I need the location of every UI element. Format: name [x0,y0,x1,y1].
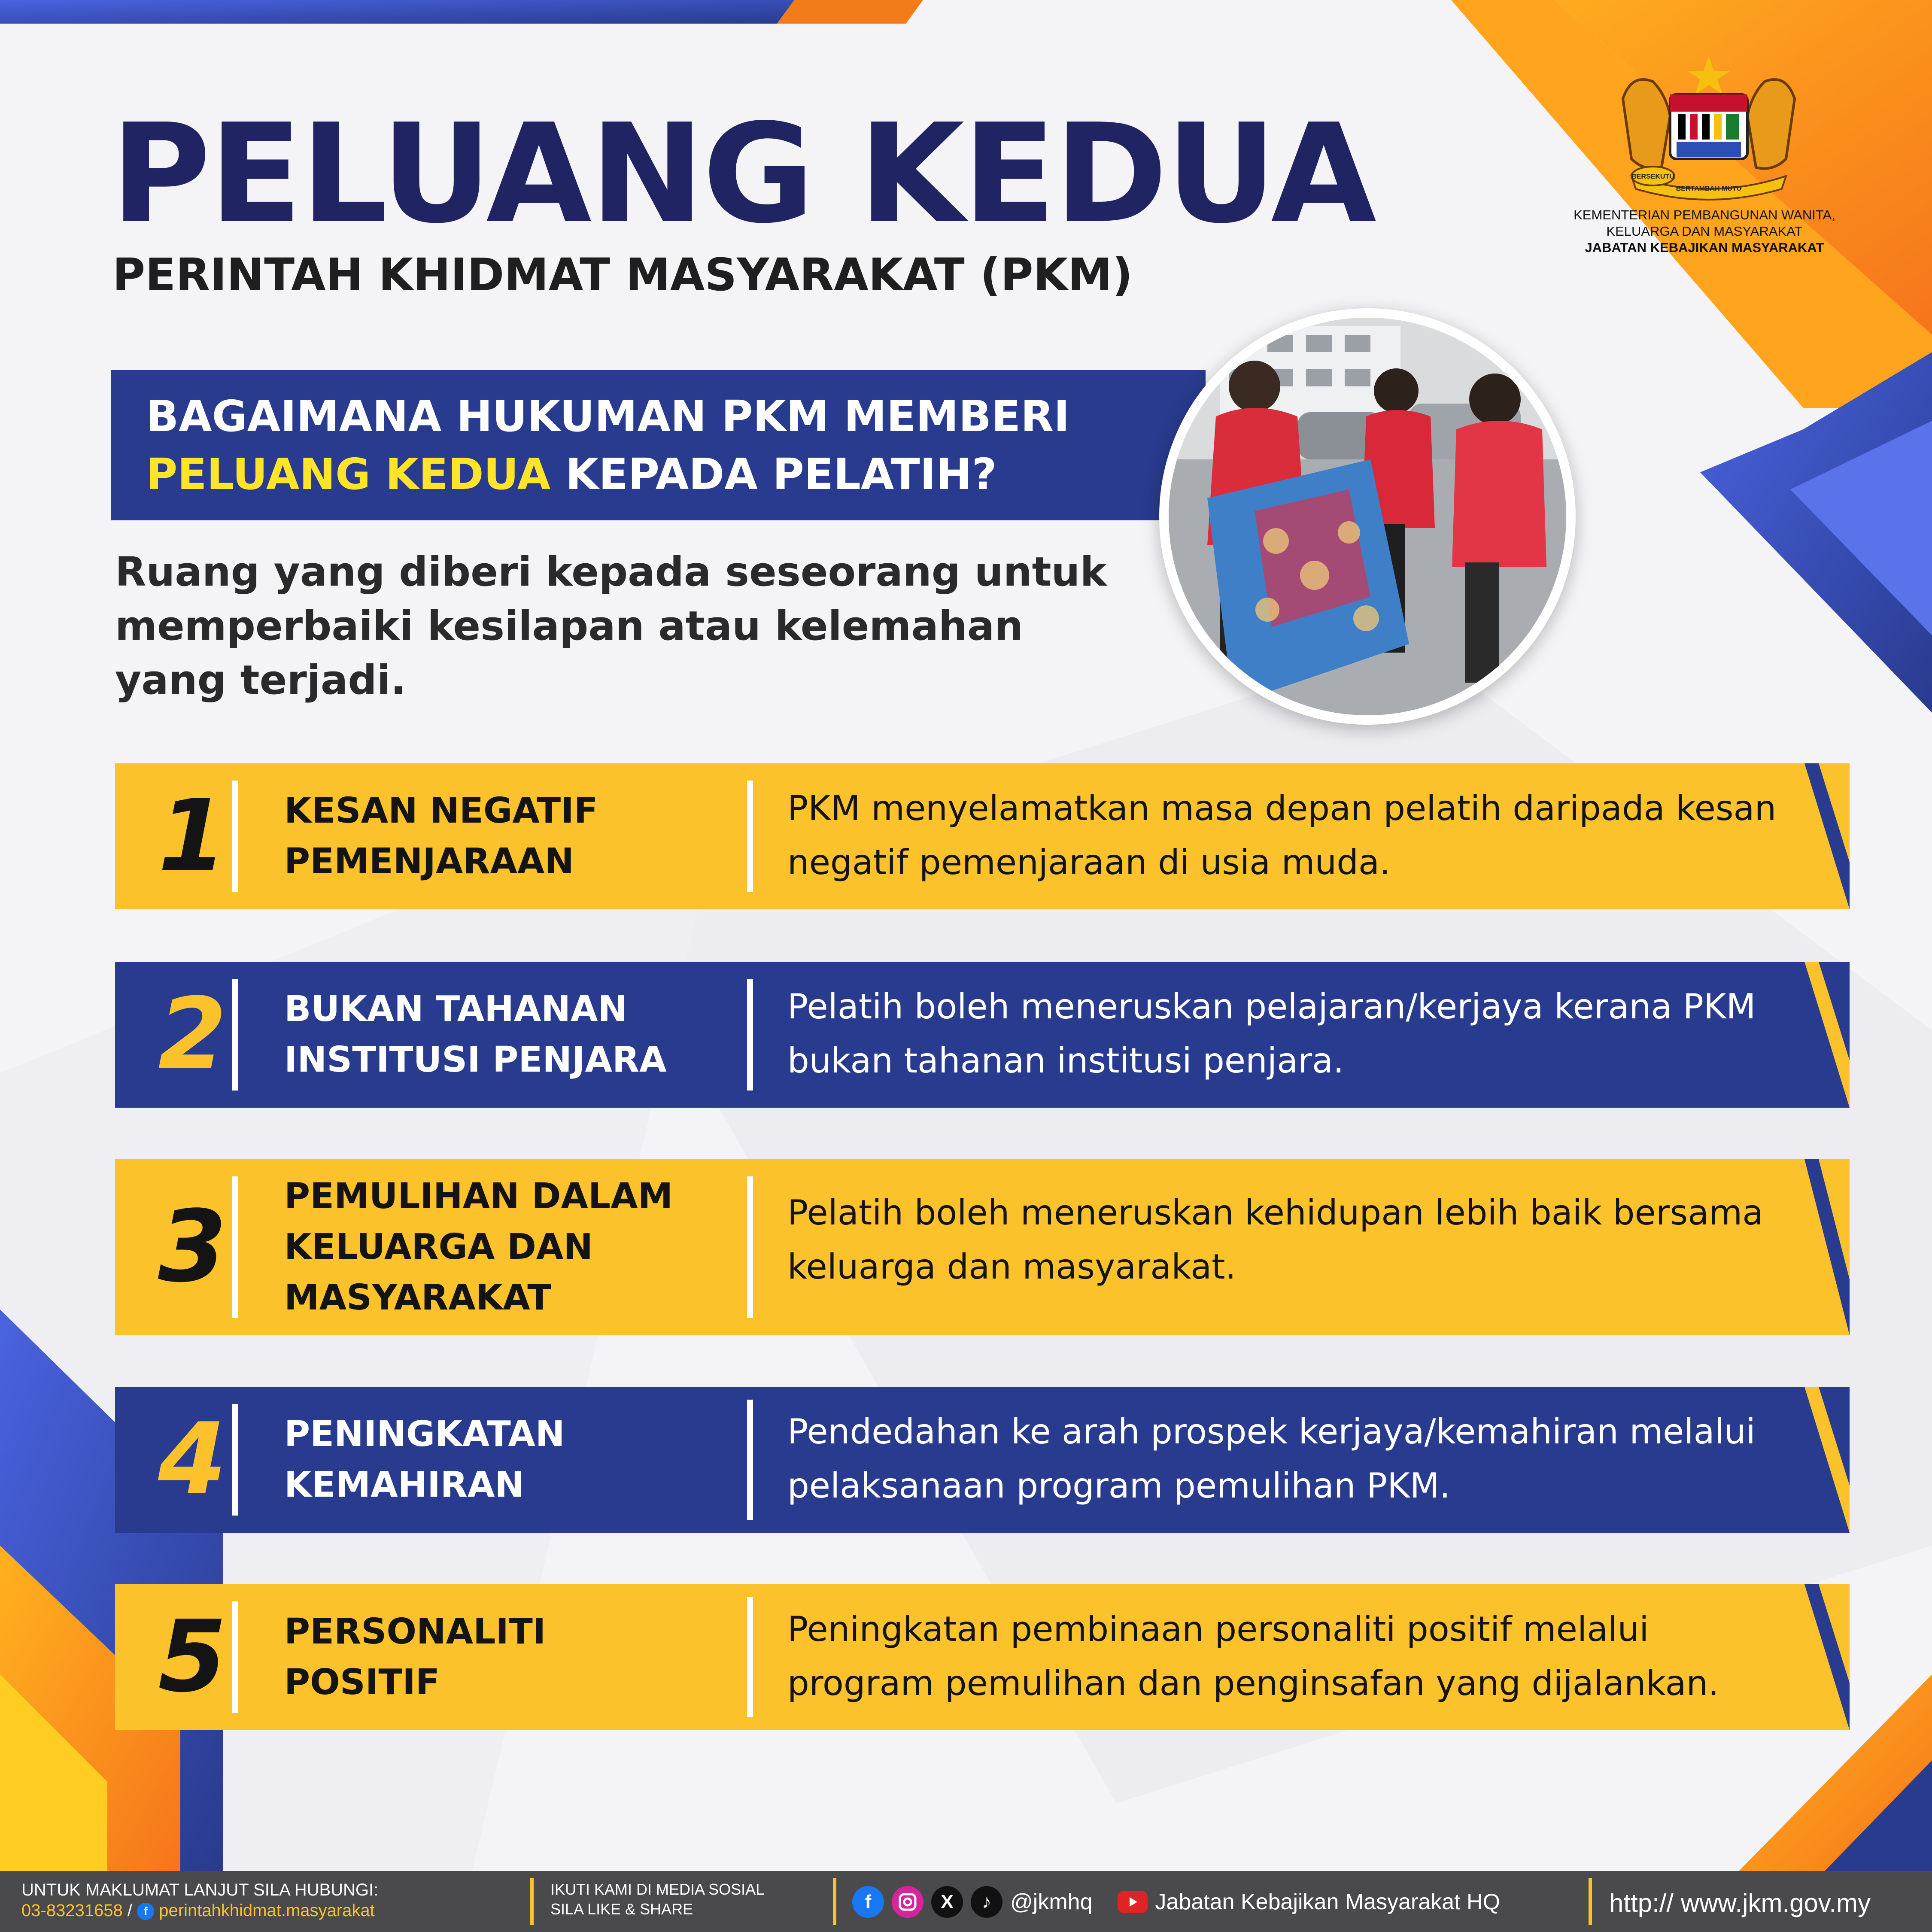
community-service-photo [1159,308,1576,725]
row-4-divider-2 [747,1400,753,1520]
row-1-heading-line-2: PEMENJARAAN [284,841,574,882]
row-2-divider-2 [747,979,753,1091]
row-4-description: Pendedahan ke arah prospek kerjaya/kemahiran melalui pelaksanaan program pemulihan PKM. [787,1412,1756,1506]
row-2-description: Pelatih boleh meneruskan pelajaran/kerjaya kerana PKM bukan tahanan institusi penjara. [787,987,1756,1081]
row-2-number: 2 [158,977,227,1092]
definition-text: Ruang yang diberi kepada seseorang untuk memperbaiki kesilapan atau kelemahan yang terjadi. [115,549,1107,704]
row-3-heading-line-2: KELUARGA DAN [284,1227,593,1267]
row-1-number: 1 [158,779,227,893]
row-2-heading [284,984,739,1085]
social-links [852,1885,1500,1919]
malaysia-crest-logo [1606,47,1812,202]
row-1-description: PKM menyelamatkan masa depan pelatih daripada kesan negatif pemenjaraan di usia muda. [787,788,1777,882]
social-label-1: IKUTI KAMI DI MEDIA SOSIAL [550,1880,765,1898]
benefit-row-5 [115,1584,1850,1730]
youtube-channel[interactable]: Jabatan Kebajikan Masyarakat HQ [1155,1889,1501,1914]
ministry-name [1546,207,1863,256]
row-4-number: 4 [158,1402,227,1517]
social-handle[interactable]: @jkmhq [1010,1889,1093,1914]
row-4-heading-line-1: PENINGKATAN [284,1414,565,1455]
ministry-line-1: KEMENTERIAN PEMBANGUNAN WANITA, [1574,207,1835,222]
svg-text:BERSEKUTU: BERSEKUTU [1631,173,1674,180]
footer-divider-3 [1589,1878,1592,1925]
svg-text:BERTAMBAH MUTU: BERTAMBAH MUTU [1676,185,1742,192]
row-5-divider-1 [232,1601,238,1713]
row-5-divider-2 [747,1597,753,1717]
x-icon[interactable]: X [931,1886,963,1918]
row-4-divider-1 [232,1404,238,1516]
row-1-heading [284,786,739,887]
row-1-heading-line-1: KESAN NEGATIF [284,790,598,831]
social-label-2: SILA LIKE & SHARE [550,1900,693,1918]
row-3-heading-line-1: PEMULIHAN DALAM [284,1176,673,1217]
footer-divider-1 [530,1878,534,1925]
row-4-heading-line-2: KEMAHIRAN [284,1464,524,1505]
instagram-icon[interactable] [892,1886,923,1918]
footer-divider-2 [833,1878,836,1925]
photo-illustration [1169,318,1566,715]
contact-info [21,1880,378,1921]
row-3-number: 3 [158,1190,227,1304]
page-subtitle: PERINTAH KHIDMAT MASYARAKAT (PKM) [112,249,1133,301]
facebook-icon[interactable]: f [852,1886,884,1918]
row-3-divider-2 [747,1176,753,1318]
facebook-page-link[interactable]: perintahkhidmat.masyarakat [159,1901,375,1920]
social-prompt [550,1880,764,1919]
row-3-divider-1 [232,1176,238,1318]
row-2-heading-line-2: INSTITUSI PENJARA [284,1039,667,1080]
question-line-2: KEPADA PELATIH? [550,449,997,499]
benefit-row-2 [115,962,1850,1108]
row-5-heading [284,1607,739,1708]
row-3-heading-line-3: MASYARAKAT [284,1277,552,1318]
contact-phone[interactable]: 03-83231658 [21,1901,123,1920]
contact-label: UNTUK MAKLUMAT LANJUT SILA HUBUNGI: [21,1880,379,1899]
website-link[interactable]: http:// www.jkm.gov.my [1609,1889,1871,1917]
row-5-heading-line-2: POSITIF [284,1662,440,1703]
row-1-divider-1 [232,781,238,892]
question-line-1: BAGAIMANA HUKUMAN PKM MEMBERI [146,391,1070,441]
question-heading [146,387,1070,503]
page-title: PELUANG KEDUA [111,94,1375,253]
row-5-description: Peningkatan pembinaan personaliti positif melalui program pemulihan dan penginsafan yang dijalankan. [787,1609,1719,1703]
row-2-divider-1 [232,979,238,1091]
question-highlight: PELUANG KEDUA [146,449,551,499]
row-3-description: Pelatih boleh meneruskan kehidupan lebih baik bersama keluarga dan masyarakat. [787,1193,1764,1287]
facebook-icon: f [137,1903,154,1920]
row-3-heading [284,1171,739,1323]
youtube-icon[interactable] [1118,1891,1148,1913]
tiktok-icon[interactable]: ♪ [971,1886,1002,1918]
benefit-row-4 [115,1387,1850,1533]
department-name: JABATAN KEBAJIKAN MASYARAKAT [1585,240,1824,255]
row-5-number: 5 [158,1600,227,1714]
row-2-heading-line-1: BUKAN TAHANAN [284,989,628,1030]
row-1-divider-2 [747,781,753,892]
contact-separator: / [122,1901,137,1920]
row-5-heading-line-1: PERSONALITI [284,1611,546,1652]
ministry-line-2: KELUARGA DAN MASYARAKAT [1606,224,1803,239]
benefit-row-3 [115,1159,1850,1335]
benefit-row-1 [115,763,1850,909]
row-4-heading [284,1409,739,1510]
